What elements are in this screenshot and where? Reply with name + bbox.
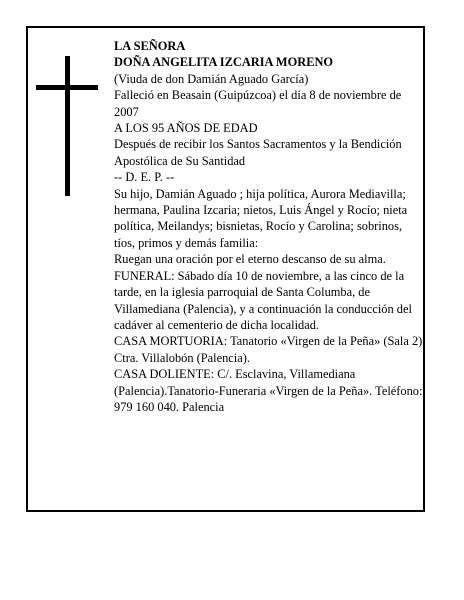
obituary-title-line-1: LA SEÑORA	[114, 39, 186, 53]
obituary-title-line-2: DOÑA ANGELITA IZCARIA MORENO	[114, 55, 334, 70]
prayer-line: Ruegan una oración por el eterno descanso de su alma.	[114, 252, 386, 267]
widow-of-line: (Viuda de don Damián Aguado García)	[114, 71, 309, 86]
family-list: Su hijo, Damián Aguado ; hija política, Aurora Mediavilla; hermana, Paulina Izcaria; nietos, Luis Ángel y Rocío; nieta política, Meilandys; bisnietas, Rocío y Carolina; sobrinos, tíos, primos y demás familia:	[114, 186, 408, 250]
casa-doliente-info: CASA DOLIENTE: C/. Esclavina, Villamediana (Palencia).Tanatorio-Funeraria «Virgen de la Peña». Teléfono: 979 160 040. Palencia	[114, 367, 423, 414]
age-line: A LOS 95 AÑOS DE EDAD	[114, 121, 258, 136]
funeral-info: FUNERAL: Sábado día 10 de noviembre, a las cinco de la tarde, en la iglesia parroquial de Santa Columba, de Villamediana (Palencia), y a continuación la conducción del cadáver al cementerio de dicha localidad.	[114, 268, 412, 332]
obituary-text	[114, 38, 426, 415]
cross-icon	[36, 56, 98, 196]
casa-mortuoria-info: CASA MORTUORIA: Tanatorio «Virgen de la Peña» (Sala 2). Ctra. Villalobón (Palencia).	[114, 334, 426, 365]
cross-horizontal-bar	[36, 85, 98, 90]
sacraments-line: Después de recibir los Santos Sacramentos y la Bendición Apostólica de Su Santidad	[114, 137, 402, 168]
death-notice: Falleció en Beasain (Guipúzcoa) el día 8 de noviembre de 2007	[114, 88, 402, 119]
cross-vertical-bar	[65, 56, 70, 196]
dep-line: -- D. E. P. --	[114, 170, 175, 185]
